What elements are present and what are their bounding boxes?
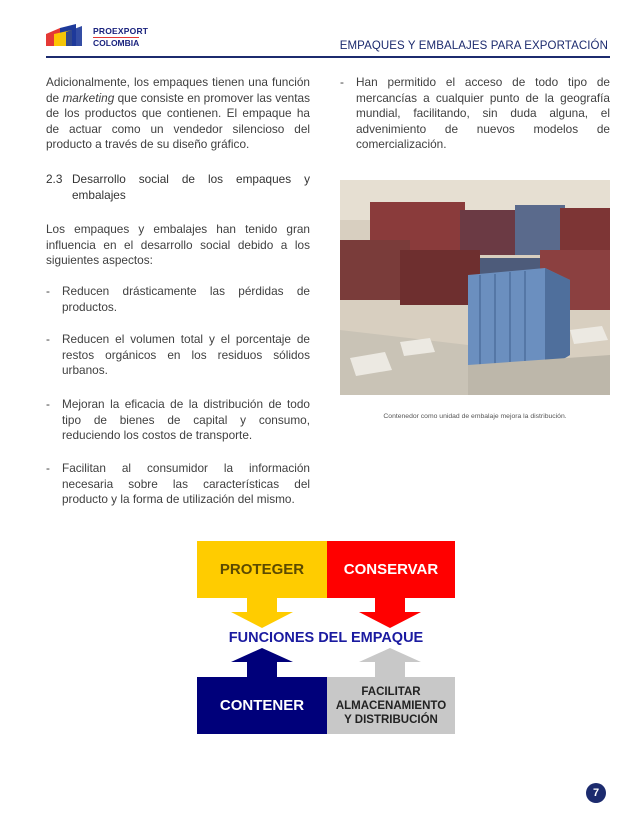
list-item-text: Reducen el volumen total y el porcentaje de restos orgánicos en los residuos sólidos urbanos.: [62, 332, 310, 378]
intro-text-post: que consiste en promover las ventas de los productos que contienen. El empaque ha de actuar como un vendedor silencioso del producto a través de su diseño gráfico.: [46, 90, 310, 152]
function-facilitar: [327, 677, 455, 734]
container-photo: [340, 180, 610, 395]
function-conservar: CONSERVAR: [327, 541, 455, 598]
arrow-up-gray-icon: [359, 648, 421, 677]
header-title: EMPAQUES Y EMBALAJES PARA EXPORTACIÓN: [339, 40, 608, 52]
section-title: Desarrollo social de los empaques y embalajes: [72, 172, 310, 202]
arrow-down-red-icon: [359, 598, 421, 628]
section-number: 2.3: [46, 172, 63, 186]
logo-text-proexport: PROEXPORT: [93, 26, 149, 36]
list-item: - Reducen el volumen total y el porcentaje de restos orgánicos en los residuos sólidos urbanos.: [46, 332, 310, 378]
photo-caption: Contenedor como unidad de embalaje mejora la distribución.: [383, 413, 567, 420]
logo-text-colombia: COLOMBIA: [93, 38, 140, 48]
list-item-text: Han permitido el acceso de todo tipo de mercancías a cualquier punto de la geografía mundial, facilitando, sin duda alguna, el advenimiento de nuevos modelos de comercialización.: [356, 75, 610, 152]
section-intro: [46, 222, 310, 269]
intro-text-marketing: marketing: [62, 90, 115, 105]
function-proteger: PROTEGER: [197, 541, 327, 598]
list-item: - Han permitido el acceso de todo tipo de mercancías a cualquier punto de la geografía mundial, facilitando, sin duda alguna, el advenimiento de nuevos modelos de comercialización.: [340, 75, 610, 152]
section-heading: [46, 172, 310, 203]
list-item: - Reducen drásticamente las pérdidas de productos.: [46, 284, 310, 314]
list-item-text: Reducen drásticamente las pérdidas de productos.: [62, 284, 310, 314]
function-contener: CONTENER: [197, 677, 327, 734]
page-number: 7: [586, 783, 606, 803]
list-item: - Mejoran la eficacia de la distribución de todo tipo de bienes de capital y consumo, reduciendo los costos de transporte.: [46, 397, 310, 443]
intro-text-pre: Adicionalmente, los empaques tienen una función de: [46, 75, 310, 105]
arrow-up-blue-icon: [231, 648, 293, 677]
arrow-down-yellow-icon: [231, 598, 293, 628]
function-facilitar-text: FACILITAR ALMACENAMIENTO Y DISTRIBUCIÓN: [335, 685, 447, 726]
list-item: - Facilitan al consumidor la información necesaria sobre las características del producto y la forma de utilización del mismo.: [46, 461, 310, 507]
left-column: [46, 75, 310, 153]
header-divider: [46, 56, 610, 58]
section-intro-text: Los empaques y embalajes han tenido gran influencia en el desarrollo social debido a los siguientes aspectos:: [46, 222, 310, 268]
list-item-text: Facilitan al consumidor la información necesaria sobre las características del producto y la forma de utilización del mismo.: [62, 461, 310, 507]
diagram-title: FUNCIONES DEL EMPAQUE: [228, 630, 424, 646]
list-item-text: Mejoran la eficacia de la distribución de todo tipo de bienes de capital y consumo, reduciendo los costos de transporte.: [62, 397, 310, 443]
intro-paragraph: [46, 75, 310, 153]
